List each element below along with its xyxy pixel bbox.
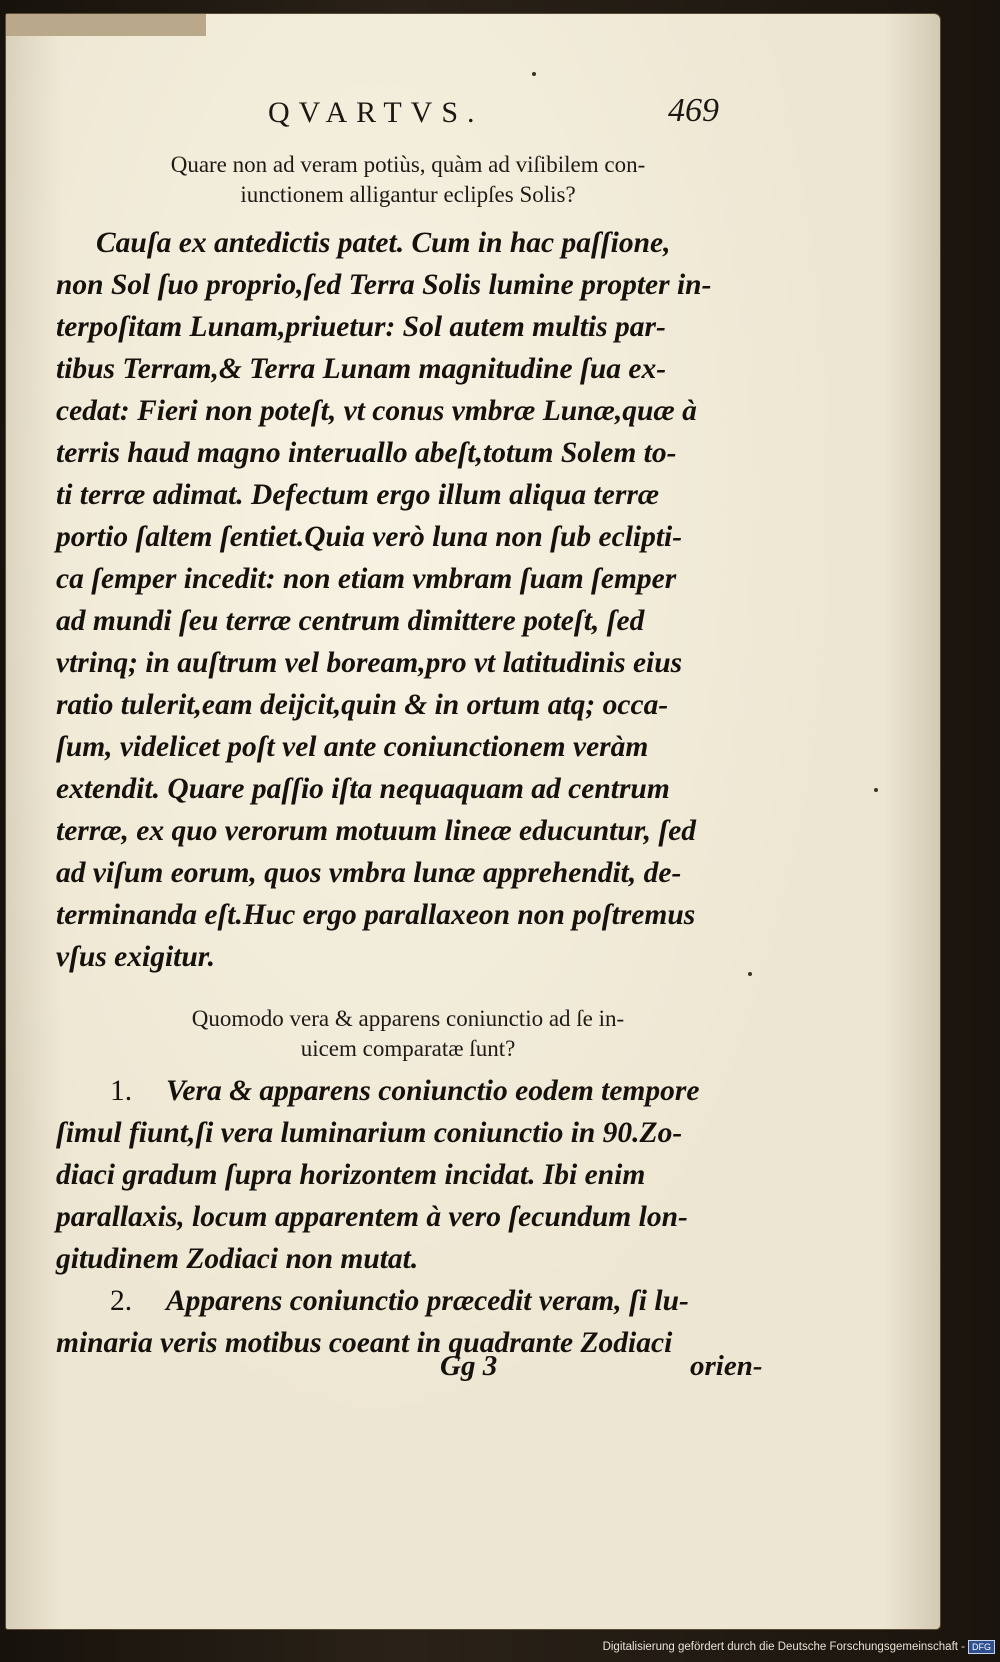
text-line: terpoſitam Lunam,priuetur: Sol autem multis par- — [56, 311, 666, 343]
list-item-line — [56, 1070, 746, 1112]
list-item-line — [56, 1280, 746, 1322]
ink-speck — [532, 72, 536, 76]
text-line: minaria veris motibus coeant in quadrante Zodiaci — [56, 1327, 673, 1359]
text-line: vtrinq; in auſtrum vel boream,pro vt latitudinis eius — [56, 647, 683, 679]
text-line: diaci gradum ſupra horizontem incidat. Ibi enim — [56, 1159, 646, 1191]
text-line: Apparens coniunctio præcedit veram, ſi lu- — [166, 1285, 689, 1317]
ink-speck — [748, 972, 752, 976]
text-line: ca ſemper incedit: non etiam vmbram ſuam ſemper — [56, 563, 677, 595]
text-line: terminanda eſt.Huc ergo parallaxeon non poſtremus — [56, 899, 696, 931]
text-line: extendit. Quare paſſio iſta nequaquam ad centrum — [56, 773, 670, 805]
catchword: orien- — [690, 1350, 763, 1382]
page-header — [268, 92, 748, 140]
text-line: ratio tulerit,eam deijcit,quin & in ortum atq; occa- — [56, 689, 669, 721]
question-line: Quare non ad veram potiùs, quàm ad viſibilem con- — [170, 152, 646, 177]
text-line: terris haud magno interuallo abeſt,totum Solem to- — [56, 437, 677, 469]
page-edge-strip — [6, 14, 206, 36]
signature-mark: Gg 3 — [440, 1350, 498, 1382]
text-line: portio ſaltem ſentiet.Quia verò luna non ſub eclipti- — [56, 521, 683, 553]
question-heading-2 — [88, 1004, 728, 1064]
text-line: terræ, ex quo verorum motuum lineæ educuntur, ſed — [56, 815, 697, 847]
item-number: 1. — [110, 1075, 133, 1107]
text-line: parallaxis, locum apparentem à vero ſecundum lon- — [56, 1201, 688, 1233]
question-line: Quomodo vera & apparens coniunctio ad ſe in- — [191, 1006, 625, 1031]
text-line: gitudinem Zodiaci non mutat. — [56, 1243, 419, 1275]
question-heading-1 — [88, 150, 728, 210]
page-number: 469 — [668, 92, 719, 129]
item-number: 2. — [110, 1285, 133, 1317]
dfg-logo: DFG — [968, 1640, 995, 1654]
text-line: Vera & apparens coniunctio eodem tempore — [166, 1075, 700, 1107]
text-line: Cauſa ex antedictis patet. Cum in hac paſſione, — [96, 227, 671, 259]
ink-speck — [874, 788, 878, 792]
text-line: cedat: Fieri non poteſt, vt conus vmbræ Lunæ,quæ à — [56, 395, 697, 427]
running-head: QVARTVS. — [268, 96, 484, 129]
text-line: ſimul fiunt,ſi vera luminarium coniunctio in 90.Zo- — [56, 1117, 683, 1149]
digitization-credit — [590, 1640, 995, 1660]
credit-text: Digitalisierung gefördert durch die Deutsche Forschungsgemeinschaft - — [602, 1641, 965, 1654]
catchline — [440, 1350, 763, 1394]
text-line: non Sol ſuo proprio,ſed Terra Solis lumine propter in- — [56, 269, 712, 301]
text-line: ſum, videlicet poſt vel ante coniunctionem veràm — [56, 731, 649, 763]
numbered-answers — [56, 1070, 746, 1364]
text-line: ad viſum eorum, quos vmbra lunæ apprehendit, de- — [56, 857, 682, 889]
answer-paragraph — [56, 222, 746, 978]
text-line: ad mundi ſeu terræ centrum dimittere poteſt, ſed — [56, 605, 645, 637]
text-line: ti terræ adimat. Defectum ergo illum aliqua terræ — [56, 479, 660, 511]
text-line: tibus Terram,& Terra Lunam magnitudine ſua ex- — [56, 353, 667, 385]
question-line: uicem comparatæ ſunt? — [300, 1036, 516, 1061]
text-line: vſus exigitur. — [56, 941, 215, 973]
question-line: iunctionem alligantur eclipſes Solis? — [240, 182, 576, 207]
